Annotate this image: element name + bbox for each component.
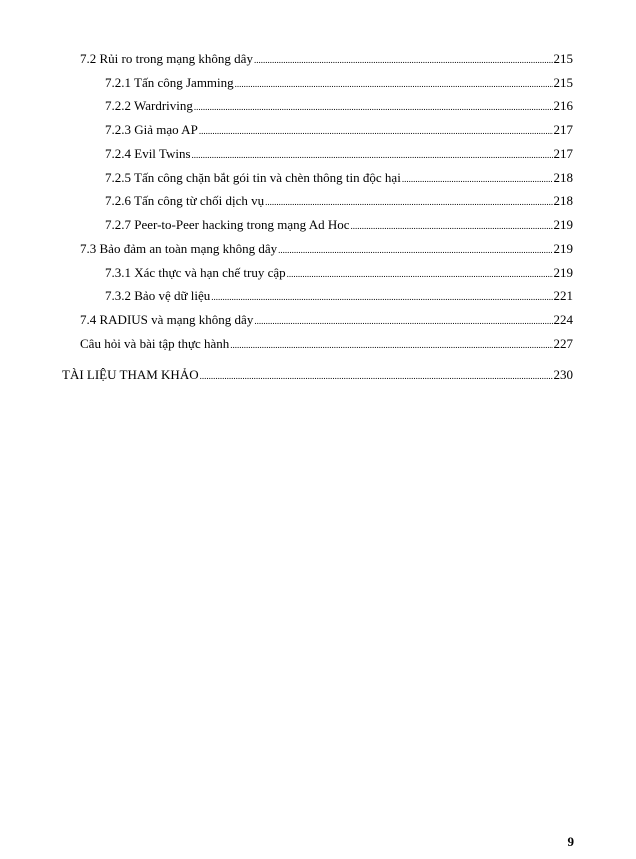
toc-entry-title: 7.3.1 Xác thực và hạn chế truy cập — [105, 265, 286, 280]
toc-leader-dots — [194, 97, 553, 116]
toc-entry[interactable] — [105, 145, 573, 164]
toc-entry[interactable] — [105, 169, 573, 188]
toc-entry[interactable] — [105, 264, 573, 283]
toc-leader-dots — [200, 366, 553, 385]
page-number: 9 — [567, 834, 574, 849]
toc-leader-dots — [254, 311, 552, 330]
toc-leader-dots — [278, 240, 552, 259]
toc-entry[interactable] — [105, 192, 573, 211]
toc-entry-page: 218 — [553, 170, 573, 185]
toc-entry-title: 7.2.2 Wardriving — [105, 98, 193, 113]
toc-leader-dots — [230, 335, 552, 354]
toc-entry-page: 218 — [553, 193, 573, 208]
toc-entry-title: 7.3.2 Bảo vệ dữ liệu — [105, 288, 211, 303]
toc-leader-dots — [351, 216, 553, 235]
toc-entry[interactable] — [62, 366, 573, 385]
toc-entry-page: 217 — [553, 146, 573, 161]
toc-entry-title: 7.2.7 Peer-to-Peer hacking trong mạng Ad Hoc — [105, 217, 350, 232]
toc-entry[interactable] — [80, 240, 573, 259]
toc-entry-title: 7.2 Rủi ro trong mạng không dây — [80, 51, 253, 66]
toc-entry-page: 230 — [553, 367, 573, 382]
toc-leader-dots — [199, 121, 553, 140]
toc-entry-page: 217 — [553, 122, 573, 137]
toc-leader-dots — [192, 145, 553, 164]
toc-entry-page: 221 — [553, 288, 573, 303]
toc-entry[interactable] — [105, 287, 573, 306]
toc-entry-page: 216 — [553, 98, 573, 113]
toc-entry-page: 224 — [553, 312, 573, 327]
toc-entry-page: 219 — [553, 265, 573, 280]
toc-entry[interactable] — [80, 311, 573, 330]
toc-entry[interactable] — [105, 121, 573, 140]
toc-entry-page: 219 — [553, 241, 573, 256]
toc-entry[interactable] — [80, 50, 573, 69]
toc-entry-page: 215 — [553, 75, 573, 90]
toc-entry-page: 219 — [553, 217, 573, 232]
toc-entry-title: 7.4 RADIUS và mạng không dây — [80, 312, 254, 327]
toc-leader-dots — [402, 169, 553, 188]
toc-leader-dots — [254, 50, 553, 69]
toc-entry-title: 7.2.6 Tấn công từ chối dịch vụ — [105, 193, 265, 208]
toc-leader-dots — [265, 192, 552, 211]
toc-entry[interactable] — [105, 74, 573, 93]
toc-entry-page: 227 — [553, 336, 573, 351]
toc-leader-dots — [235, 74, 553, 93]
toc-entry[interactable] — [80, 335, 573, 354]
toc-entry-title: TÀI LIỆU THAM KHẢO — [62, 367, 199, 382]
toc-entry-title: 7.2.1 Tấn công Jamming — [105, 75, 234, 90]
toc-entry[interactable] — [105, 97, 573, 116]
toc-entry-title: 7.2.3 Giả mạo AP — [105, 122, 198, 137]
toc-entry-title: 7.3 Bảo đảm an toàn mạng không dây — [80, 241, 278, 256]
toc-entry-title: 7.2.4 Evil Twins — [105, 146, 191, 161]
toc-entry-title: 7.2.5 Tấn công chặn bắt gói tin và chèn thông tin độc hại — [105, 170, 401, 185]
toc-entry-page: 215 — [553, 51, 573, 66]
toc-entry-title: Câu hỏi và bài tập thực hành — [80, 336, 230, 351]
toc-leader-dots — [211, 287, 552, 306]
toc-leader-dots — [287, 264, 553, 283]
toc-entry[interactable] — [105, 216, 573, 235]
